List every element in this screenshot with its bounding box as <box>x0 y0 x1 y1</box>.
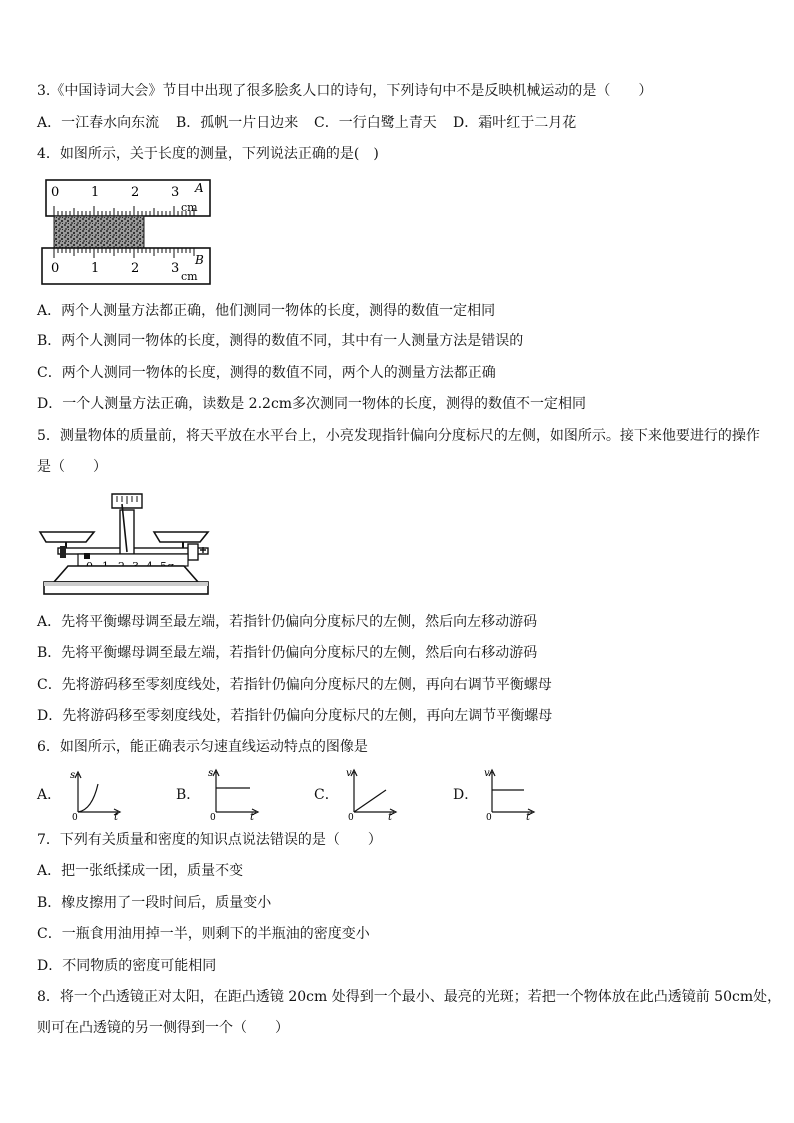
graph-c-xlabel: t <box>388 812 393 820</box>
graph-c-line <box>354 790 386 812</box>
right-pan <box>154 532 208 542</box>
graph-a-ylabel: s <box>70 770 76 781</box>
balance-figure <box>38 490 218 602</box>
graph-d-xlabel: t <box>526 812 531 820</box>
rider <box>84 553 90 559</box>
graph-a-origin: 0 <box>72 813 78 820</box>
q6-letter-a: A． <box>37 787 62 803</box>
graph-b-ylabel: s <box>208 768 214 779</box>
graph-d <box>478 766 538 820</box>
q4-option-b: B．两个人测同一物体的长度，测得的数值不同，其中有一人测量方法是错误的 <box>37 333 524 349</box>
q7-option-a: A．把一张纸揉成一团，质量不变 <box>37 863 244 879</box>
q4-option-c: C．两个人测同一物体的长度，测得的数值不同，两个人的测量方法都正确 <box>37 365 496 381</box>
q7-option-b: B．橡皮擦用了一段时间后，质量变小 <box>37 895 272 911</box>
q3-stem: 3.《中国诗词大会》节目中出现了很多脍炙人口的诗句，下列诗句中不是反映机械运动的是（ ） <box>37 83 653 99</box>
q6-stem: 6．如图所示，能正确表示匀速直线运动特点的图像是 <box>37 739 368 755</box>
q6-letter-c: C． <box>314 787 339 803</box>
graph-a-curve <box>78 784 98 812</box>
q6-letter-b: B． <box>176 787 201 803</box>
graph-c <box>340 766 400 820</box>
q8-stem-line2: 则可在凸透镜的另一侧得到一个（ ） <box>37 1020 289 1036</box>
ruler-a-num-2: 2 <box>131 185 140 200</box>
left-balance-nut <box>60 546 66 558</box>
q7-option-d: D．不同物质的密度可能相同 <box>37 958 217 974</box>
q3-option-b: B．孤帆一片日边来 <box>176 115 299 131</box>
graph-b-origin: 0 <box>210 813 216 820</box>
ruler-b-num-3: 3 <box>171 261 180 276</box>
q5-option-b: B．先将平衡螺母调至最左端，若指针仍偏向分度标尺的左侧，然后向右移动游码 <box>37 645 538 661</box>
q5-option-d: D．先将游码移至零刻度线处，若指针仍偏向分度标尺的左侧，再向左调节平衡螺母 <box>37 708 553 724</box>
ruler-b-num-0: 0 <box>51 261 60 276</box>
q4-stem: 4．如图所示，关于长度的测量，下列说法正确的是( ) <box>37 146 379 162</box>
graph-c-ylabel: v <box>346 768 352 779</box>
ruler-b-label: B <box>195 253 204 267</box>
ruler-b-unit: cm <box>181 270 198 283</box>
left-pan <box>40 532 94 542</box>
base <box>54 566 198 582</box>
ruler-a-num-3: 3 <box>171 185 180 200</box>
graph-d-origin: 0 <box>486 813 492 820</box>
ruler-b-num-2: 2 <box>131 261 140 276</box>
ruler-figure <box>40 176 220 288</box>
ruler-a-label: A <box>195 181 204 195</box>
graph-c-origin: 0 <box>348 813 354 820</box>
ruler-a-num-0: 0 <box>51 185 60 200</box>
ruler-a-unit: cm <box>181 201 198 214</box>
graph-b <box>202 766 262 820</box>
q5-stem-line1: 5．测量物体的质量前，将天平放在水平台上，小亮发现指针偏向分度标尺的左侧，如图所示。接下来他要进行的操作 <box>37 428 760 444</box>
ruler-b-num-1: 1 <box>91 261 100 276</box>
q7-stem: 7．下列有关质量和密度的知识点说法错误的是（ ） <box>37 832 382 848</box>
graph-a-xlabel: t <box>114 812 119 820</box>
right-balance-nut <box>188 544 198 560</box>
q8-stem-line1: 8．将一个凸透镜正对太阳，在距凸透镜 20cm 处得到一个最小、最亮的光斑；若把一个物体放在此凸透镜前 50cm处， <box>37 989 782 1005</box>
q5-option-c: C．先将游码移至零刻度线处，若指针仍偏向分度标尺的左侧，再向右调节平衡螺母 <box>37 677 552 693</box>
q5-option-a: A．先将平衡螺母调至最左端，若指针仍偏向分度标尺的左侧，然后向左移动游码 <box>37 614 538 630</box>
ruler-a-num-1: 1 <box>91 185 100 200</box>
q6-letter-d: D． <box>453 787 479 803</box>
q3-option-d: D．霜叶红于二月花 <box>453 115 577 131</box>
q7-option-c: C．一瓶食用油用掉一半，则剩下的半瓶油的密度变小 <box>37 926 370 942</box>
q4-option-d: D．一个人测量方法正确，读数是 2.2cm多次测同一物体的长度，测得的数值不一定相同 <box>37 396 587 412</box>
graph-a <box>64 768 124 820</box>
q5-stem-line2: 是（ ） <box>37 459 107 475</box>
q3-option-c: C．一行白鹭上青天 <box>314 115 437 131</box>
q4-option-a: A．两个人测量方法都正确，他们测同一物体的长度，测得的数值一定相同 <box>37 303 496 319</box>
graph-b-xlabel: t <box>250 812 255 820</box>
graph-d-ylabel: v <box>484 768 490 779</box>
q3-option-a: A．一江春水向东流 <box>37 115 160 131</box>
measured-object <box>54 216 144 248</box>
